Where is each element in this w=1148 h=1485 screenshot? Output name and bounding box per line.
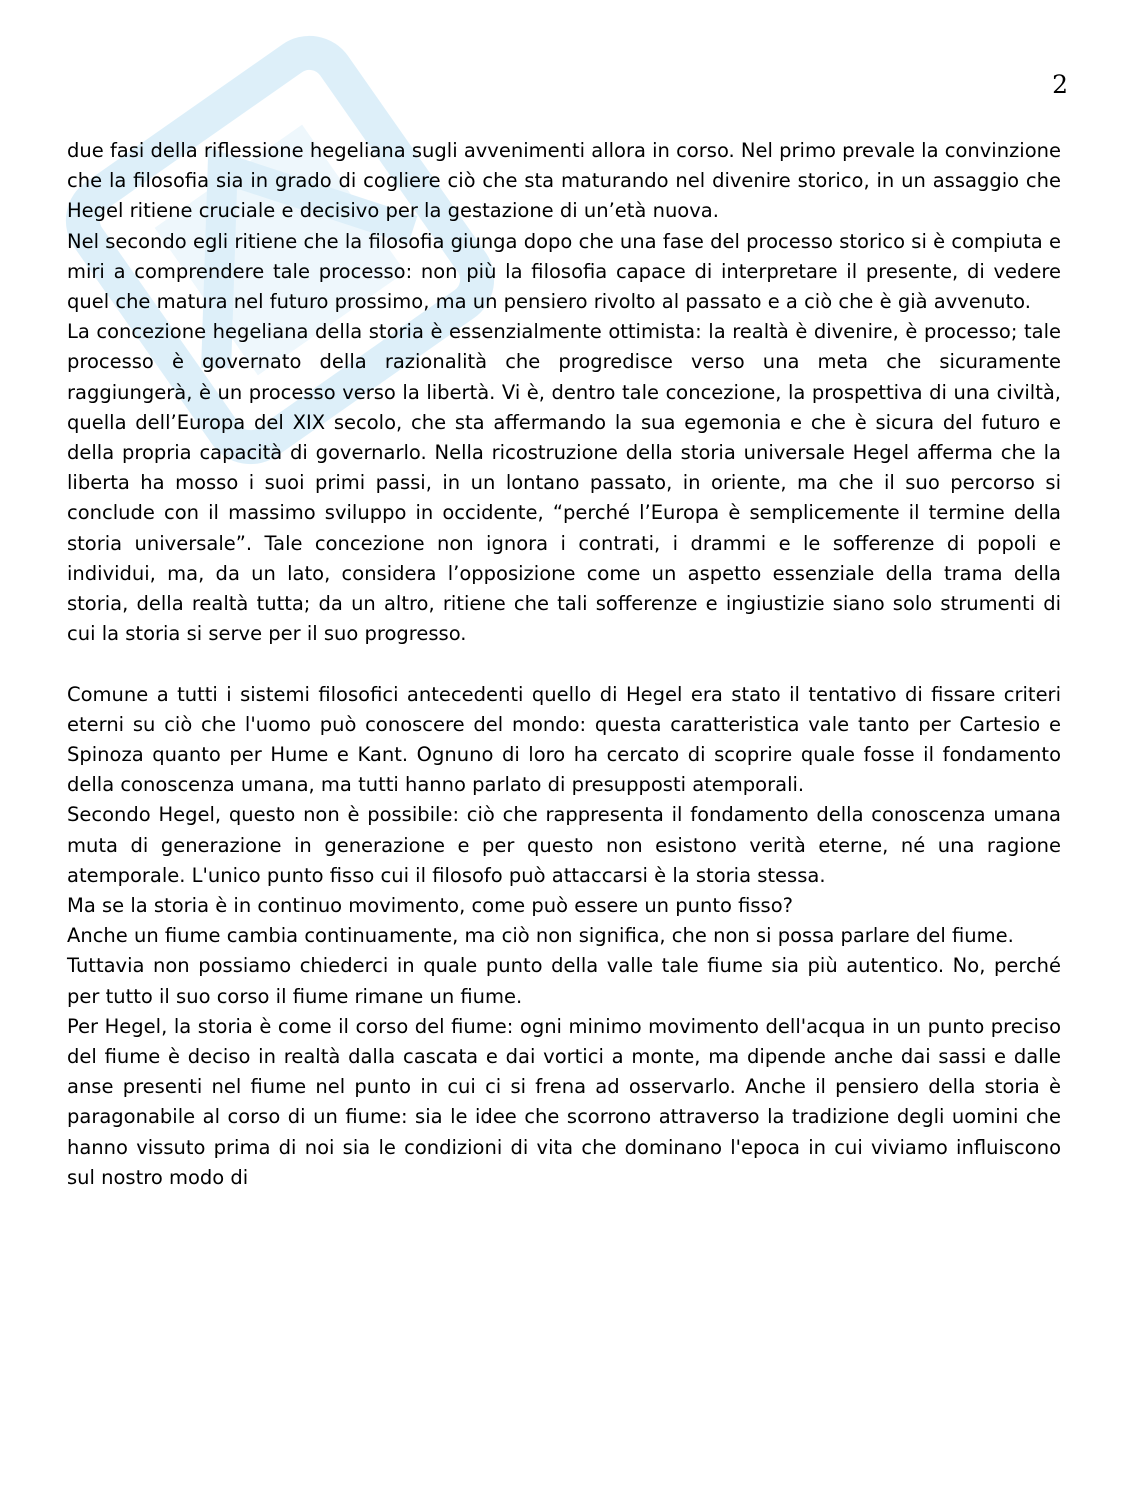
paragraph: Secondo Hegel, questo non è possibile: ciò che rappresenta il fondamento della conoscenza umana muta di generazione in generazione e per questo non esistono verità eterne, né una ragione atemporale. L'unico punto fisso cui il filosofo può attaccarsi è la storia stessa. — [67, 803, 1061, 887]
paragraph: Per Hegel, la storia è come il corso del fiume: ogni minimo movimento dell'acqua in un punto preciso del fiume è deciso in realtà dalla cascata e dai vortici a monte, ma dipende anche dai sassi e dalle anse presenti nel fiume nel punto in cui ci si frena ad osservarlo. Anche il pensiero della storia è paragonabile al corso di un fiume: sia le idee che scorrono attraverso la tradizione degli uomini che hanno vissuto prima di noi sia le condizioni di vita che dominano l'epoca in cui viviamo influiscono sul nostro modo di — [67, 1014, 1061, 1189]
paragraph: La concezione hegeliana della storia è essenzialmente ottimista: la realtà è divenire, è processo; tale processo è governato della razionalità che progredisce verso una meta che sicuramente raggiungerà, è un processo verso la libertà. Vi è, dentro tale concezione, la prospettiva di una civiltà, quella dell’Europa del XIX secolo, che sta affermando la sua egemonia e che è sicura del futuro e della propria capacità di governarlo. Nella ricostruzione della storia universale Hegel afferma che la liberta ha mosso i suoi primi passi, in un lontano passato, in oriente, ma che il suo percorso si conclude con il massimo sviluppo in occidente, “perché l’Europa è semplicemente il termine della storia universale”. Tale concezione non ignora i contrati, i drammi e le sofferenze di popoli e individui, ma, da un lato, considera l’opposizione come un aspetto essenziale della trama della storia, della realtà tutta; da un altro, ritiene che tali sofferenze e ingiustizie siano solo strumenti di cui la storia si serve per il suo progresso. — [67, 320, 1061, 646]
page-number: 2 — [1052, 70, 1068, 99]
paragraph-spacer — [67, 649, 1061, 679]
document-body — [67, 136, 1061, 1193]
paragraph: Comune a tutti i sistemi filosofici antecedenti quello di Hegel era stato il tentativo di fissare criteri eterni su ciò che l'uomo può conoscere del mondo: questa caratteristica vale tanto per Cartesio e Spinoza quanto per Hume e Kant. Ognuno di loro ha cercato di scoprire quale fosse il fondamento della conoscenza umana, ma tutti hanno parlato di presupposti atemporali. — [67, 682, 1061, 797]
paragraph: Anche un fiume cambia continuamente, ma ciò non significa, che non si possa parlare del fiume. — [67, 924, 1014, 948]
paragraph: Tuttavia non possiamo chiederci in quale punto della valle tale fiume sia più autentico. No, perché per tutto il suo corso il fiume rimane un fiume. — [67, 954, 1061, 1008]
paragraph: Ma se la storia è in continuo movimento, come può essere un punto fisso? — [67, 894, 793, 918]
paragraph: due fasi della riflessione hegeliana sugli avvenimenti allora in corso. Nel primo prevale la convinzione che la filosofia sia in grado di cogliere ciò che sta maturando nel divenire storico, in un assaggio che Hegel ritiene cruciale e decisivo per la gestazione di un’età nuova. — [67, 139, 1061, 223]
paragraph: Nel secondo egli ritiene che la filosofia giunga dopo che una fase del processo storico si è compiuta e miri a comprendere tale processo: non più la filosofia capace di interpretare il presente, di vedere quel che matura nel futuro prossimo, ma un pensiero rivolto al passato e a ciò che è già avvenuto. — [67, 229, 1061, 314]
